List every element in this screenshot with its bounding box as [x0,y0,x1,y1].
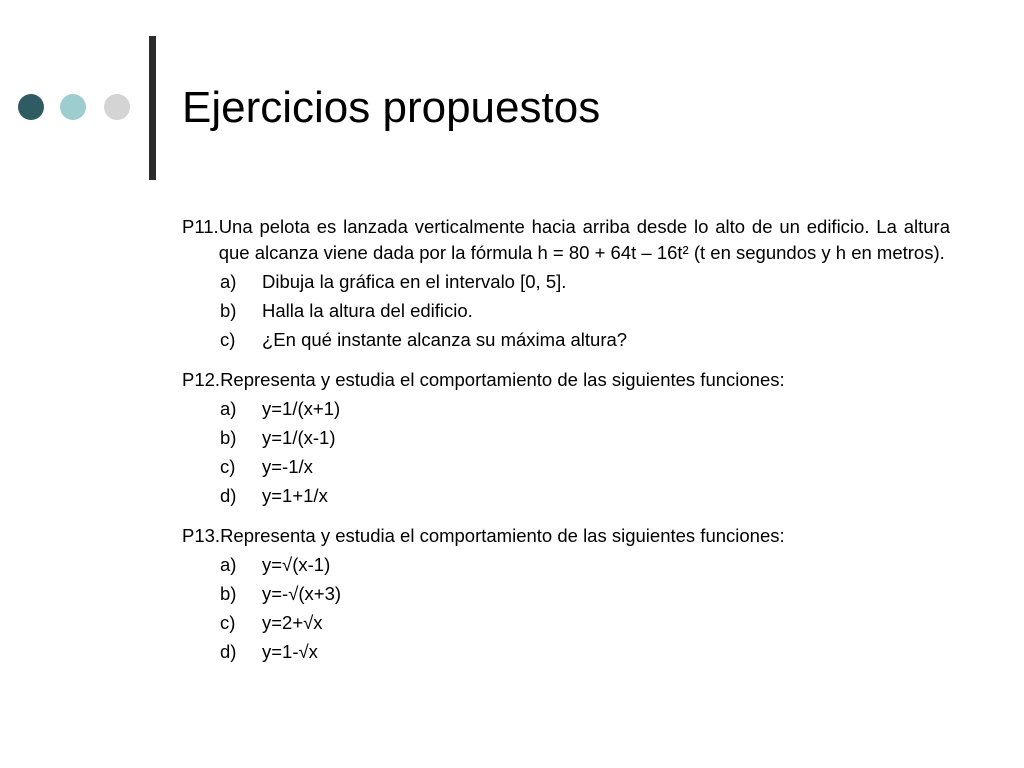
sub-question-letter: a) [220,398,237,419]
sub-question-letter: c) [220,456,236,477]
sub-question-letter: d) [220,641,237,662]
sub-question-letter: a) [220,554,237,575]
sub-question-letter: c) [220,612,236,633]
problem-p11 [182,214,950,353]
dark-circle-decoration [18,94,44,120]
sub-question [182,581,950,607]
sub-question-text: y=1+1/x [262,485,328,506]
sub-question-text: y=1/(x-1) [262,427,336,448]
sub-question [182,610,950,636]
sub-question-text: ¿En qué instante alcanza su máxima altura? [262,329,628,350]
teal-circle-decoration [60,94,86,120]
sub-question [182,298,950,324]
sub-question-text: y=√(x-1) [262,554,331,575]
sub-question [182,639,950,665]
problem-statement: Una pelota es lanzada verticalmente hacia arriba desde lo alto de un edificio. La altura que alcanza viene dada por la fórmula h = 80 + 64t – 16t² (t en segundos y h en metros). [218,216,950,263]
sub-question-text: y=1/(x+1) [262,398,341,419]
problem-p13 [182,523,950,665]
sub-question-letter: a) [220,271,237,292]
sub-question-letter: b) [220,300,237,321]
sub-question-letter: b) [220,427,237,448]
problem-statement: Representa y estudia el comportamiento de las siguientes funciones: [220,525,785,546]
sub-question [182,327,950,353]
sub-question-text: Dibuja la gráfica en el intervalo [0, 5]. [262,271,567,292]
sub-question-list [182,396,950,509]
sub-question [182,396,950,422]
sub-question-text: y=-1/x [262,456,313,477]
problem-id: P12. [182,369,221,390]
sub-question-list [182,269,950,353]
gray-circle-decoration [104,94,130,120]
sub-question-list [182,552,950,665]
problem-p12 [182,367,950,509]
exercise-list [182,214,950,679]
sub-question-letter: b) [220,583,237,604]
sub-question-text: y=-√(x+3) [262,583,342,604]
vertical-bar-decoration [149,36,156,180]
sub-question-text: y=2+√x [262,612,323,633]
problem-statement: Representa y estudia el comportamiento de las siguientes funciones: [220,369,785,390]
problem-id: P11. [182,216,219,237]
sub-question-text: Halla la altura del edificio. [262,300,473,321]
sub-question-letter: c) [220,329,236,350]
sub-question [182,483,950,509]
sub-question [182,269,950,295]
sub-question [182,425,950,451]
sub-question [182,552,950,578]
sub-question [182,454,950,480]
sub-question-letter: d) [220,485,237,506]
problem-id: P13. [182,525,221,546]
sub-question-text: y=1-√x [262,641,318,662]
slide-title: Ejercicios propuestos [182,83,601,132]
